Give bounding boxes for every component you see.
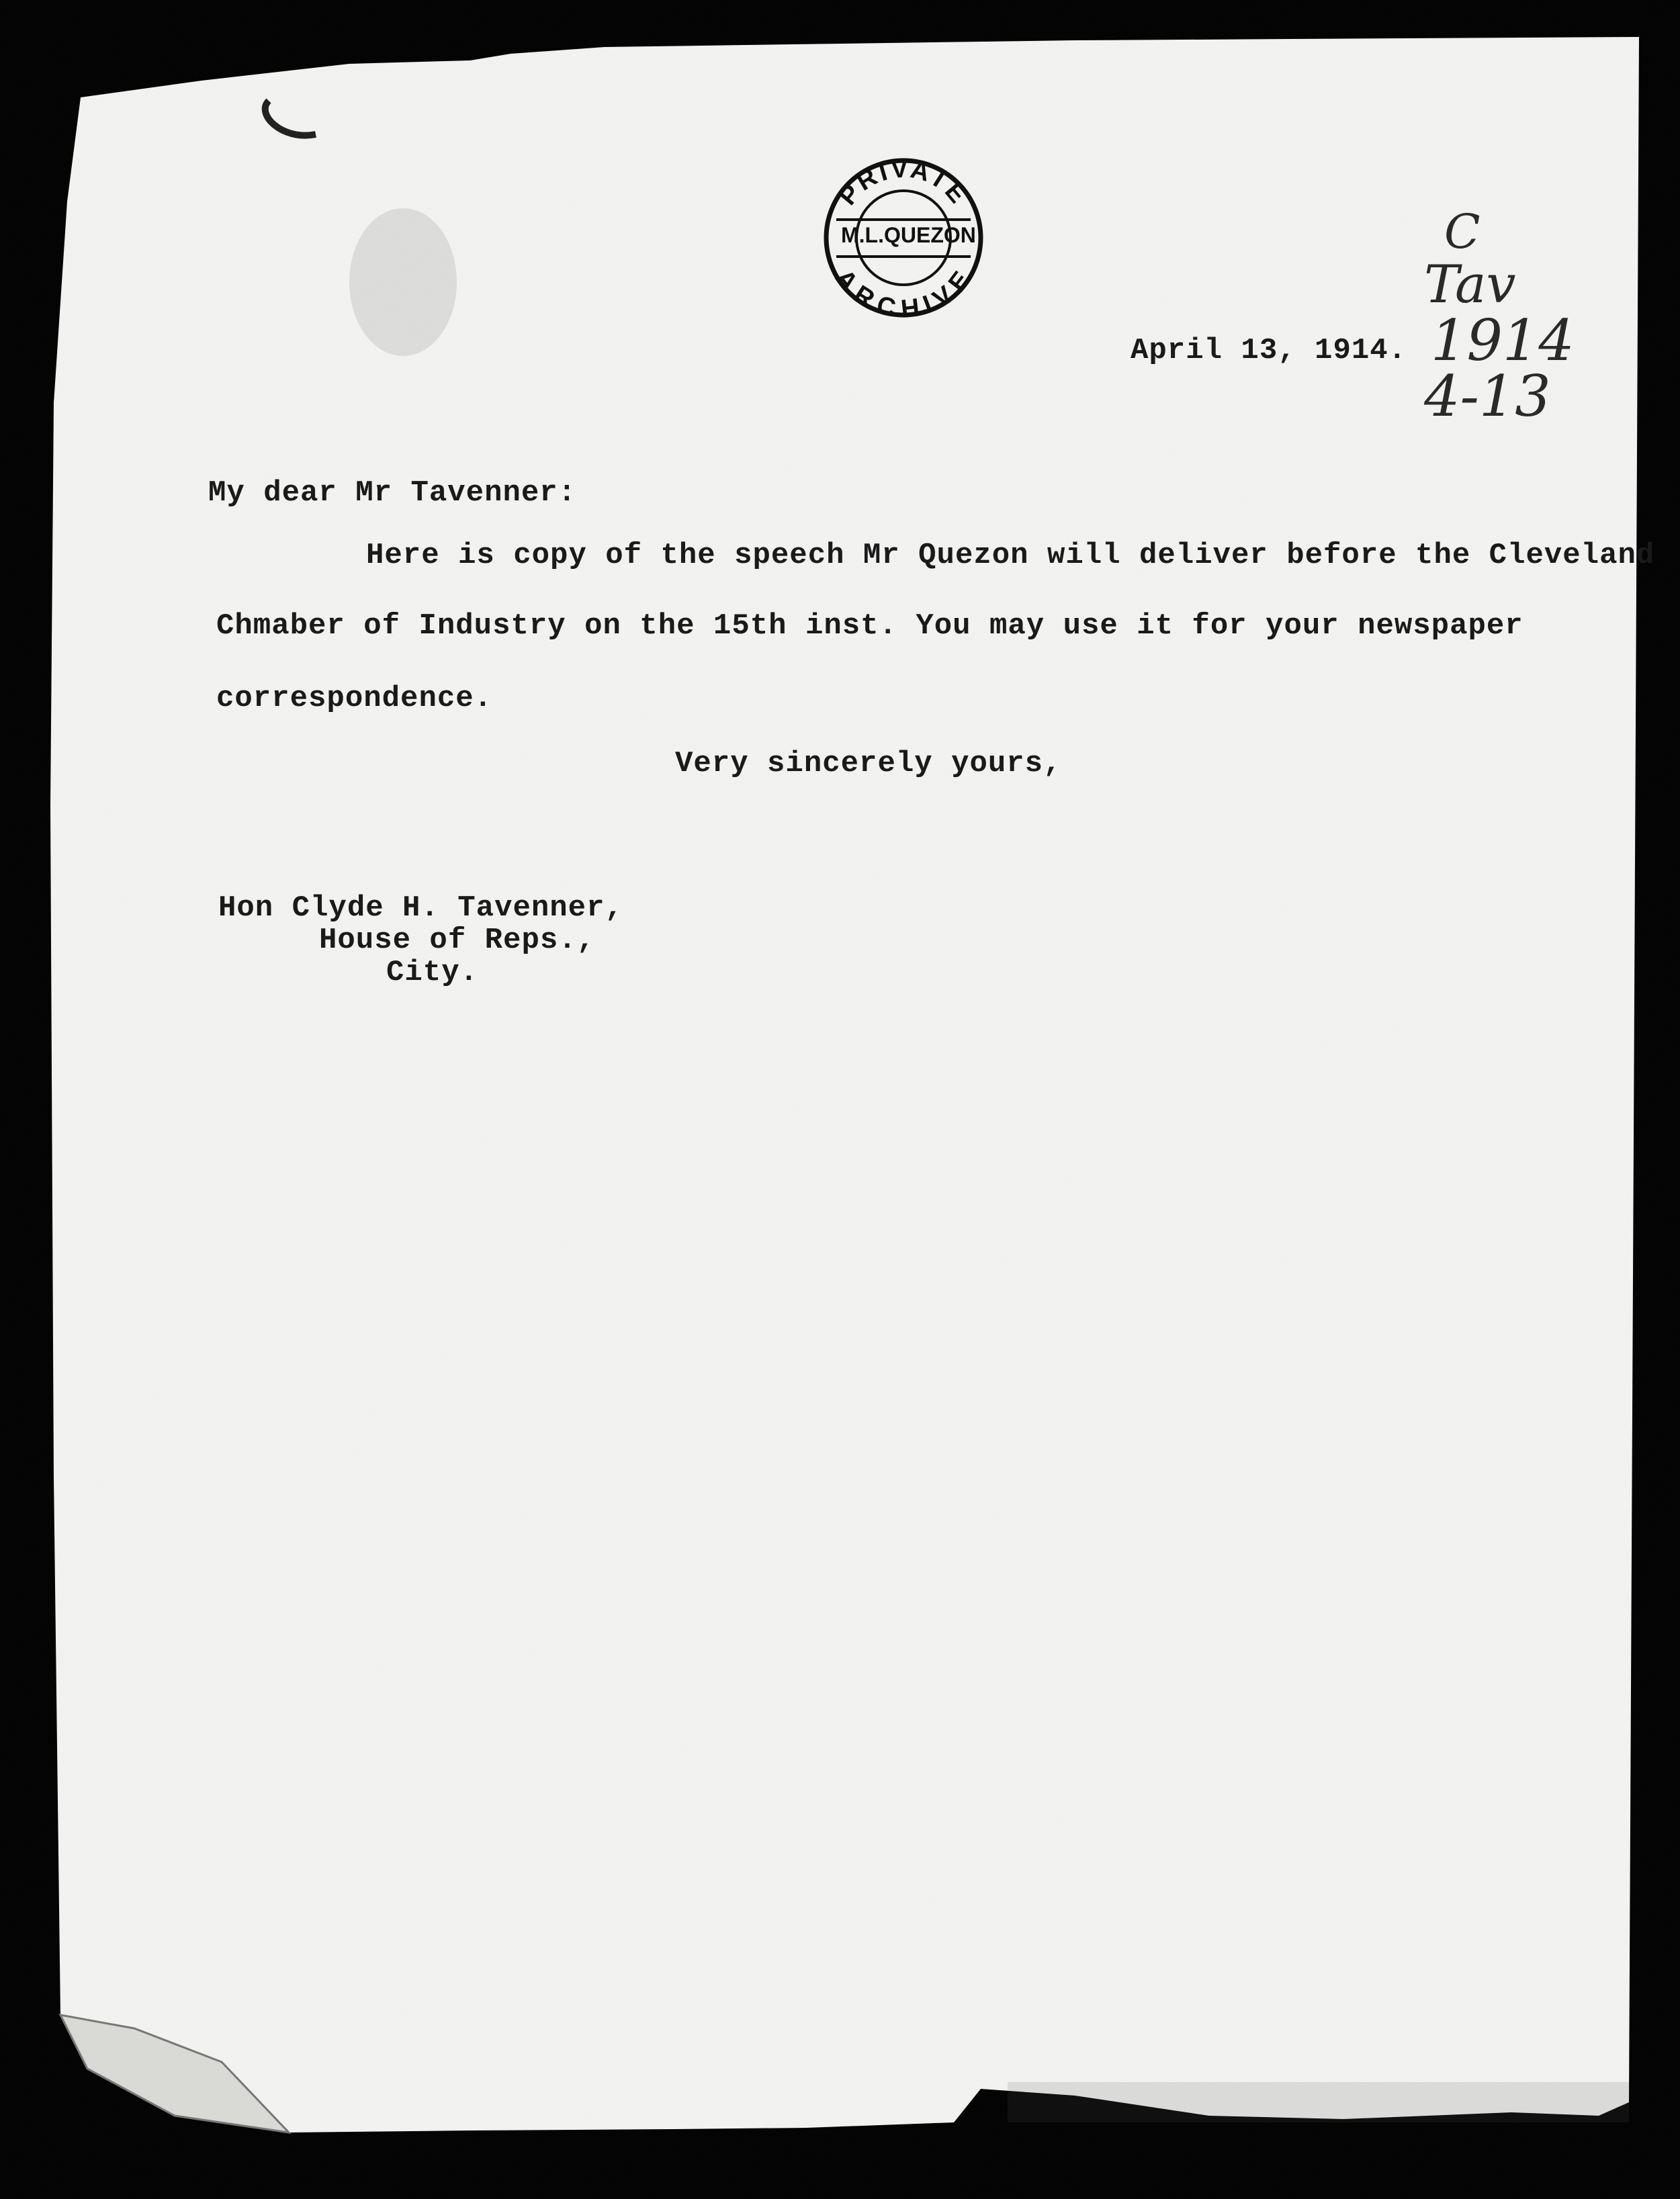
handwritten-note-line-2: Tav (1424, 255, 1516, 315)
letter-body-line-1: Here is copy of the speech Mr Quezon will deliver before the Cleveland (366, 539, 1655, 572)
stamp-bottom-text: ARCHIVE (829, 264, 978, 320)
handwritten-note-line-3: 1914 (1431, 308, 1575, 373)
address-line-1: Hon Clyde H. Tavenner, (218, 891, 623, 925)
letter-closing: Very sincerely yours, (675, 747, 1062, 780)
bottom-shadow (1008, 2082, 1629, 2122)
handwritten-note-line-1: C (1444, 204, 1480, 259)
letter-body-line-3: correspondence. (216, 682, 493, 715)
smudge-mark (349, 208, 457, 356)
address-line-2: House of Reps., (319, 924, 596, 957)
letter-date: April 13, 1914. (1131, 334, 1407, 367)
stamp-center-text: M.L.QUEZON (841, 223, 976, 247)
stamp-top-text: PRIVATE (833, 156, 974, 211)
letter-salutation: My dear Mr Tavenner: (208, 476, 577, 510)
handwritten-note-line-4: 4-13 (1424, 363, 1551, 429)
address-line-3: City. (386, 956, 479, 989)
letter-body-line-2: Chmaber of Industry on the 15th inst. You may use it for your newspaper (216, 609, 1523, 643)
